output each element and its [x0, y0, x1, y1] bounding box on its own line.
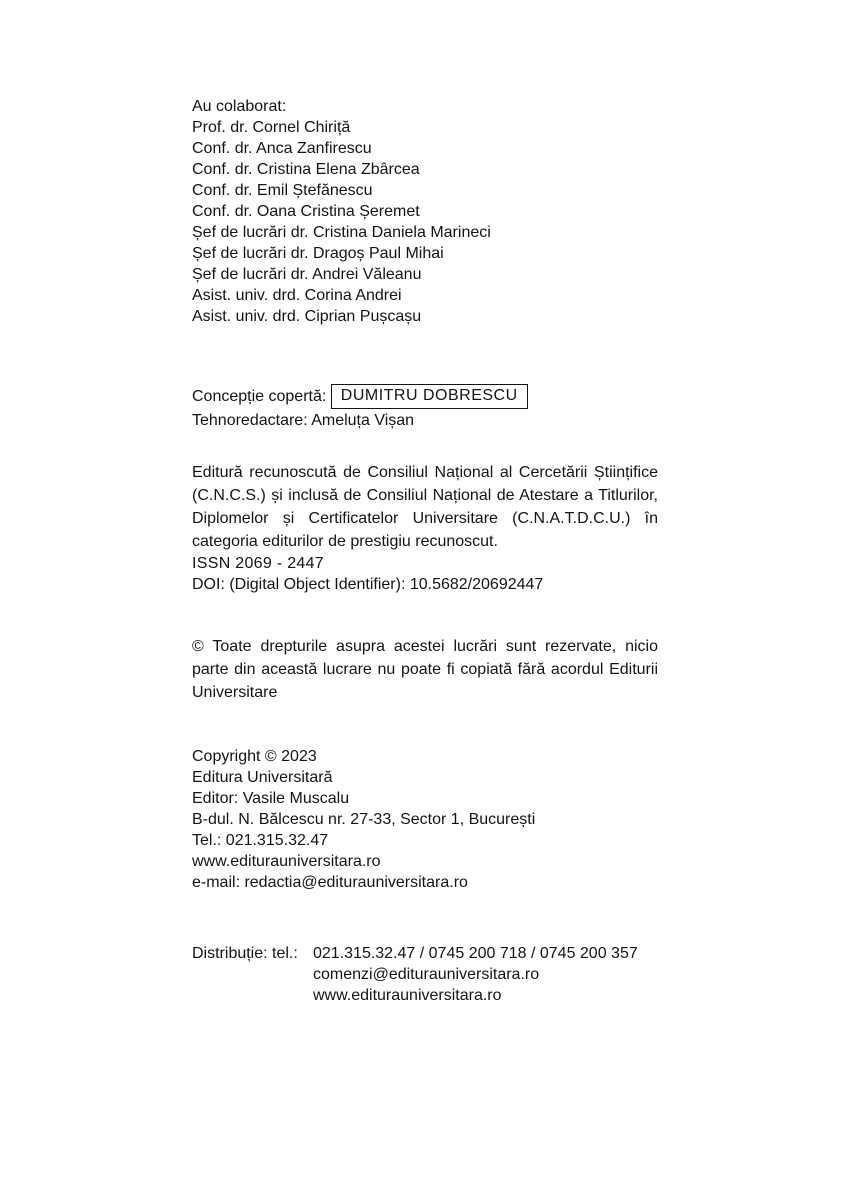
email-line: e-mail: redactia@editurauniversitara.ro [192, 874, 468, 891]
phone-line: Tel.: 021.315.32.47 [192, 832, 329, 849]
cover-design-line [192, 383, 658, 410]
contributor-line: Șef de lucrări dr. Dragoș Paul Mihai [192, 245, 444, 262]
distribution-block [192, 943, 658, 1006]
contributor-line: Conf. dr. Oana Cristina Șeremet [192, 203, 420, 220]
distribution-lines [313, 943, 658, 1006]
editor-line: Editor: Vasile Muscalu [192, 790, 350, 807]
recognition-paragraph: Editură recunoscută de Consiliul Național al Cercetării Științifice (C.N.C.S.) și inclusă de Consiliul Național de Atestare a Titlurilor, Diplomelor și Certificatelor Universitare (C.N.A.T.D.C.U.) în categoria editurilor de prestigiu recunoscut. [192, 464, 658, 550]
contributor-line: Șef de lucrări dr. Cristina Daniela Marineci [192, 224, 491, 241]
contributor-line: Prof. dr. Cornel Chiriță [192, 119, 351, 136]
publisher-block [192, 746, 658, 893]
contributor-line: Conf. dr. Anca Zanfirescu [192, 140, 372, 157]
contributor-line: Asist. univ. drd. Corina Andrei [192, 287, 402, 304]
contributors-heading: Au colaborat: [192, 98, 287, 115]
copyright-line: Copyright © 2023 [192, 748, 317, 765]
contributor-line: Conf. dr. Emil Ștefănescu [192, 182, 373, 199]
distribution-phone-line: 021.315.32.47 / 0745 200 718 / 0745 200 357 [313, 945, 638, 962]
distribution-label: Distribuție: tel.: [192, 945, 298, 962]
contributor-line: Conf. dr. Cristina Elena Zbârcea [192, 161, 420, 178]
rights-paragraph: © Toate drepturile asupra acestei lucrări sunt rezervate, nicio parte din această lucrare nu poate fi copiată fără acordul Editurii Universitare [192, 638, 658, 701]
contributors-block [192, 96, 658, 327]
typesetting-line: Tehnoredactare: Ameluța Vișan [192, 412, 415, 429]
contributor-line: Asist. univ. drd. Ciprian Pușcașu [192, 308, 422, 325]
distribution-email-line: comenzi@editurauniversitara.ro [313, 966, 540, 983]
contributor-line: Șef de lucrări dr. Andrei Văleanu [192, 266, 422, 283]
address-line: B-dul. N. Bălcescu nr. 27-33, Sector 1, București [192, 811, 536, 828]
website-line: www.editurauniversitara.ro [192, 853, 381, 870]
publisher-name-line: Editura Universitară [192, 769, 333, 786]
cover-designer-name: DUMITRU DOBRESCU [331, 384, 528, 409]
issn-line: ISSN 2069 - 2447 [192, 555, 324, 572]
cover-design-label: Concepție copertă: [192, 388, 327, 405]
distribution-website-line: www.editurauniversitara.ro [313, 987, 502, 1004]
doi-line: DOI: (Digital Object Identifier): 10.5682/20692447 [192, 576, 544, 593]
